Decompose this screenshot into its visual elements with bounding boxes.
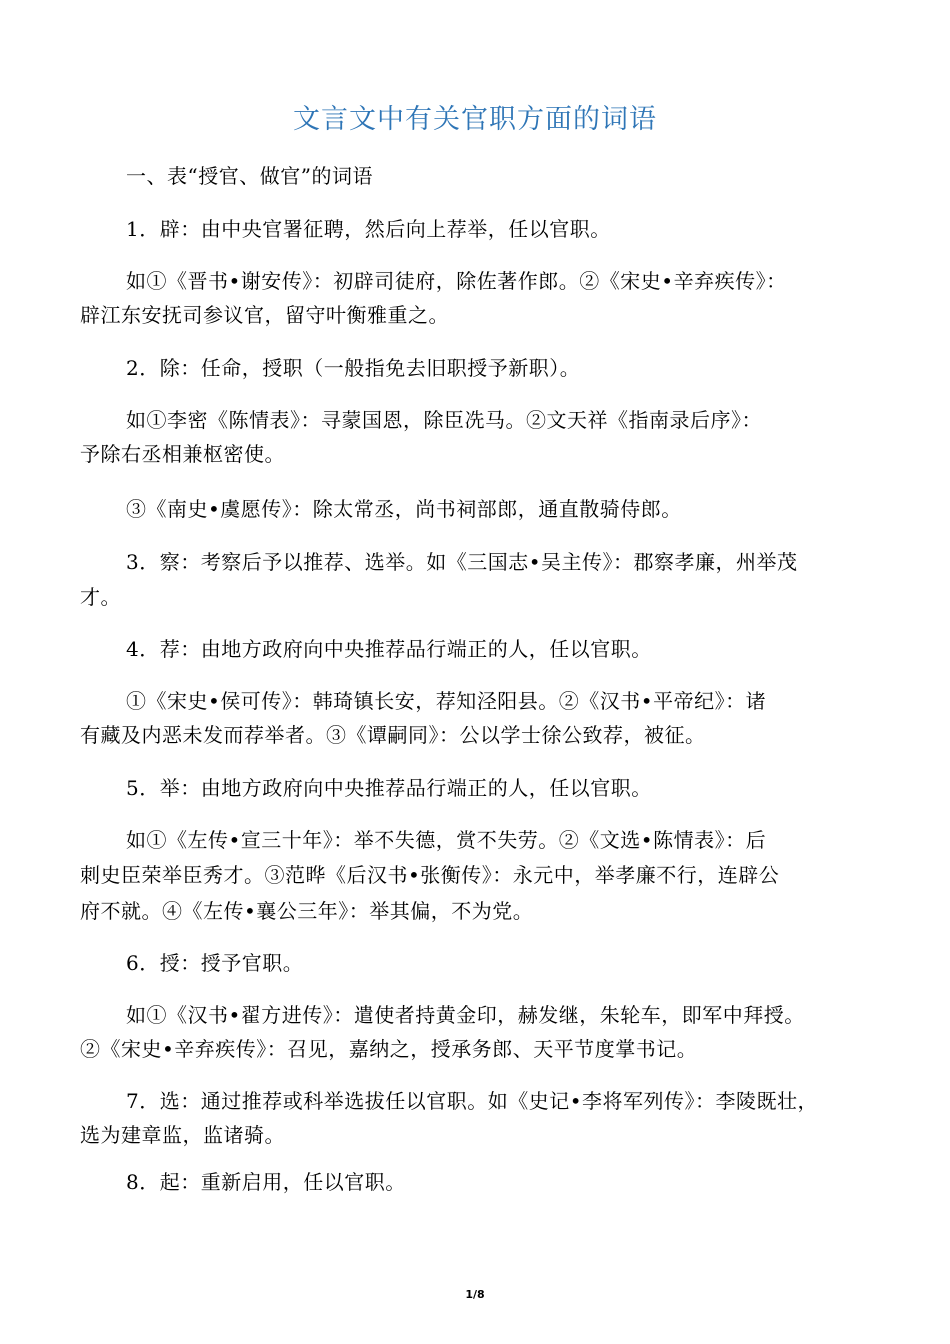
term-definition-3-continued: 才。 [80, 585, 121, 609]
example-paragraph-line: 如①《晋书•谢安传》：初辟司徒府，除佐著作郎。②《宋史•辛弃疾传》： [126, 269, 787, 293]
section-heading: 一、表“授官、做官”的词语 [126, 164, 373, 188]
term-definition-2: 2．除：任命，授职（一般指免去旧职授予新职）。 [126, 356, 581, 380]
example-paragraph-line: 予除右丞相兼枢密使。 [80, 442, 285, 466]
term-definition-6: 6．授：授予官职。 [126, 951, 304, 975]
term-definition-1: 1．辟：由中央官署征聘，然后向上荐举，任以官职。 [126, 217, 611, 241]
term-definition-7-continued: 选为建章监，监诸骑。 [80, 1123, 285, 1147]
term-definition-4: 4．荐：由地方政府向中央推荐品行端正的人，任以官职。 [126, 637, 652, 661]
term-definition-8: 8．起：重新启用，任以官职。 [126, 1170, 406, 1194]
example-paragraph-line: ①《宋史•侯可传》：韩琦镇长安，荐知泾阳县。②《汉书•平帝纪》：诸 [126, 689, 767, 713]
example-paragraph-line: 如①李密《陈情表》：寻蒙国恩，除臣冼马。②文天祥《指南录后序》： [126, 408, 762, 432]
example-paragraph-line: 如①《左传•宣三十年》：举不失德，赏不失劳。②《文选•陈情表》：后 [126, 828, 767, 852]
example-paragraph-line: 辟江东安抚司参议官，留守叶衡雅重之。 [80, 303, 449, 327]
term-definition-3: 3．察：考察后予以推荐、选举。如《三国志•吴主传》：郡察孝廉，州举茂 [126, 550, 798, 574]
example-paragraph-line: ②《宋史•辛弃疾传》：召见，嘉纳之，授承务郎、天平节度掌书记。 [80, 1037, 698, 1061]
example-paragraph-line: 如①《汉书•翟方进传》：遣使者持黄金印，赫发继，朱轮车，即军中拜授。 [126, 1003, 805, 1027]
example-paragraph-line: ③《南史•虞愿传》：除太常丞，尚书祠部郎，通直散骑侍郎。 [126, 497, 682, 521]
example-paragraph-line: 刺史臣荣举臣秀才。③范晔《后汉书•张衡传》：永元中，举孝廉不行，连辟公 [80, 863, 780, 887]
example-paragraph-line: 府不就。④《左传•襄公三年》：举其偏，不为党。 [80, 899, 534, 923]
page-number: 1/8 [465, 1288, 485, 1301]
term-definition-7: 7．选：通过推荐或科举选拔任以官职。如《史记•李将军列传》：李陵既壮， [126, 1089, 819, 1113]
example-paragraph-line: 有藏及内恶未发而荐举者。③《谭嗣同》：公以学士徐公致荐，被征。 [80, 723, 706, 747]
term-definition-5: 5．举：由地方政府向中央推荐品行端正的人，任以官职。 [126, 776, 652, 800]
document-title: 文言文中有关官职方面的词语 [293, 104, 657, 135]
